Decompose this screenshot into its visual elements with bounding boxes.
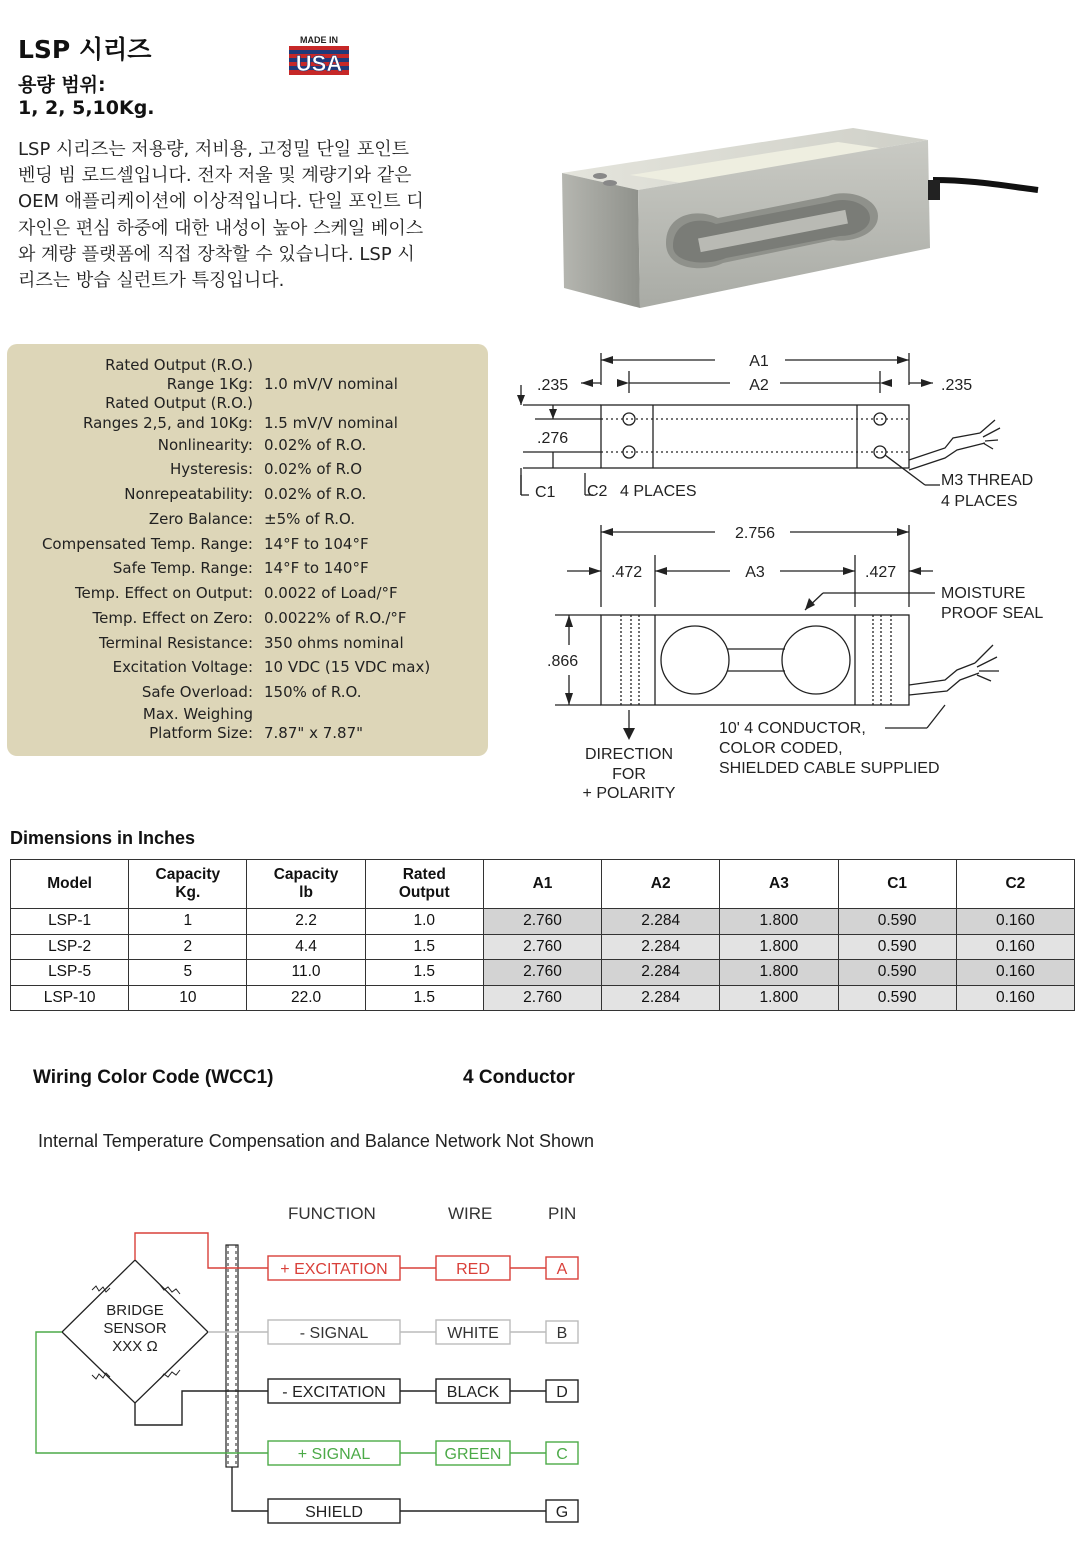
dim-c2: C2 [587, 483, 608, 500]
dim-a1-label: A1 [749, 353, 769, 370]
dimensions-heading: Dimensions in Inches [10, 828, 196, 848]
table-cell: 11.0 [247, 960, 365, 986]
col-header: A3 [720, 860, 838, 909]
spec-label: Zero Balance: [148, 510, 253, 528]
table-cell: 0.590 [838, 985, 956, 1011]
spec-label: Max. Weighing [142, 705, 253, 723]
dim-2756: 2.756 [734, 525, 776, 542]
table-cell: 2.760 [483, 934, 601, 960]
spec-value: 0.02% of R.O [264, 460, 363, 478]
direction-label-1: DIRECTION [585, 746, 673, 763]
table-header-row [11, 860, 1075, 909]
spec-value: 0.0022% of R.O./°F [264, 609, 407, 627]
wiring-title: Wiring Color Code (WCC1) [33, 1067, 274, 1088]
table-cell: 0.590 [838, 909, 956, 935]
col-header: Model [11, 860, 129, 909]
table-cell: 2.284 [602, 909, 720, 935]
spec-value: 150% of R.O. [264, 683, 362, 701]
col-function-label: FUNCTION [288, 1204, 376, 1223]
table-cell: 2.760 [483, 985, 601, 1011]
cable-label-3: SHIELDED CABLE SUPPLIED [719, 760, 940, 777]
table-cell: 2 [129, 934, 247, 960]
table-cell: LSP-1 [11, 909, 129, 935]
col-header: C2 [956, 860, 1074, 909]
table-cell: 2.2 [247, 909, 365, 935]
table-row [11, 960, 1075, 986]
table-cell: 2.284 [602, 934, 720, 960]
product-description: LSP 시리즈는 저용량, 저비용, 고정밀 단일 포인트 벤딩 빔 로드셀입니다. 전자 저울 및 계량기와 같은 OEM 애플리케이션에 이상적입니다. 단일 포인트 디자인은 편심 하중에 대한 내성이 높아 스케일 베이스와 계량 플랫폼에 직접 장착할 수 있습니다. LSP 시리즈는 방습 실런트가 특징입니다. [18, 139, 424, 292]
bridge-text-3: XXX Ω [112, 1338, 158, 1355]
col-header: C1 [838, 860, 956, 909]
spec-label: Safe Overload: [141, 683, 253, 701]
spec-value: 1.0 mV/V nominal [264, 375, 398, 393]
dimension-drawing [505, 345, 1075, 805]
spec-value: 350 ohms nominal [264, 634, 404, 652]
spec-value: 10 VDC (15 VDC max) [264, 658, 431, 676]
spec-label: Nonrepeatability: [124, 485, 253, 503]
spec-label: Temp. Effect on Output: [74, 584, 253, 602]
spec-value: 0.02% of R.O. [264, 485, 367, 503]
table-cell: 1.800 [720, 909, 838, 935]
pin-label: B [556, 1325, 568, 1342]
table-cell: 1 [129, 909, 247, 935]
col-header: Capacity Kg. [129, 860, 247, 909]
table-cell: 2.760 [483, 960, 601, 986]
spec-label: Excitation Voltage: [112, 658, 253, 676]
bridge-text-2: SENSOR [103, 1320, 167, 1337]
col-pin-label: PIN [548, 1204, 577, 1223]
made-in-usa-logo [288, 34, 350, 76]
proof-seal-label: PROOF SEAL [941, 605, 1044, 622]
table-cell: LSP-2 [11, 934, 129, 960]
col-wire-label: WIRE [448, 1204, 493, 1223]
dim-276: .276 [537, 430, 569, 447]
col-header: Capacity lb [247, 860, 365, 909]
table-cell: 0.160 [956, 909, 1074, 935]
spec-label: Platform Size: [149, 724, 253, 742]
spec-value: 0.02% of R.O. [264, 436, 367, 454]
table-cell: 10 [129, 985, 247, 1011]
specifications-panel [7, 344, 488, 756]
moisture-label: MOISTURE [941, 585, 1026, 602]
function-label: + SIGNAL [297, 1446, 371, 1463]
table-cell: LSP-5 [11, 960, 129, 986]
spec-label: Compensated Temp. Range: [41, 535, 253, 553]
dim-235-left: .235 [537, 377, 569, 394]
dim-c1: C1 [535, 484, 556, 501]
spec-value: 1.5 mV/V nominal [264, 414, 398, 432]
dim-235-right: .235 [941, 377, 973, 394]
table-cell: 1.5 [365, 934, 483, 960]
table-cell: 1.800 [720, 934, 838, 960]
spec-label: Terminal Resistance: [98, 634, 253, 652]
table-cell: 0.160 [956, 960, 1074, 986]
table-cell: 0.160 [956, 985, 1074, 1011]
direction-label-3: + POLARITY [582, 785, 676, 802]
spec-label: Ranges 2,5, and 10Kg: [82, 414, 253, 432]
spec-value: 14°F to 104°F [264, 535, 369, 553]
spec-value: 7.87" x 7.87" [264, 724, 364, 742]
col-header: A2 [602, 860, 720, 909]
function-label: + EXCITATION [280, 1261, 388, 1278]
table-cell: 1.5 [365, 960, 483, 986]
wire-label: WHITE [447, 1325, 499, 1342]
logo-usa-text: USA [295, 51, 343, 76]
spec-label: Rated Output (R.O.) [105, 394, 253, 412]
table-cell: 1.0 [365, 909, 483, 935]
pin-label: G [555, 1504, 569, 1521]
spec-label: Rated Output (R.O.) [105, 356, 253, 374]
table-cell: 2.284 [602, 985, 720, 1011]
conductor-count: 4 Conductor [463, 1067, 575, 1088]
spec-label: Range 1Kg: [166, 375, 253, 393]
spec-value: 14°F to 140°F [264, 559, 369, 577]
direction-label-2: FOR [612, 766, 646, 783]
table-cell: 2.760 [483, 909, 601, 935]
capacity-values: 1, 2, 5,10Kg. [18, 97, 155, 119]
dim-472: .472 [611, 564, 643, 581]
table-cell: 22.0 [247, 985, 365, 1011]
wiring-note: Internal Temperature Compensation and Balance Network Not Shown [38, 1131, 594, 1151]
dimensions-table [10, 859, 1075, 1011]
capacity-label: 용량 범위: [18, 74, 106, 96]
wire-label: GREEN [444, 1446, 502, 1463]
function-label: SHIELD [305, 1504, 363, 1521]
dim-866: .866 [547, 653, 579, 670]
wire-label: BLACK [446, 1384, 500, 1401]
table-cell: 1.800 [720, 985, 838, 1011]
col-header: A1 [483, 860, 601, 909]
pin-label: C [556, 1446, 568, 1463]
bridge-text-1: BRIDGE [106, 1302, 164, 1319]
table-row [11, 934, 1075, 960]
table-row [11, 985, 1075, 1011]
spec-label: Temp. Effect on Zero: [92, 609, 253, 627]
function-label: - SIGNAL [299, 1325, 369, 1342]
cable-label-1: 10' 4 CONDUCTOR, [719, 720, 866, 737]
spec-value: 0.0022 of Load/°F [264, 584, 398, 602]
dim-a2-label: A2 [749, 377, 769, 394]
table-cell: 0.590 [838, 960, 956, 986]
dim-427: .427 [865, 564, 897, 581]
table-row [11, 909, 1075, 935]
spec-value: ±5% of R.O. [264, 510, 355, 528]
m3-thread-label: M3 THREAD [941, 472, 1034, 489]
table-cell: 1.5 [365, 985, 483, 1011]
wiring-diagram [30, 1195, 590, 1535]
pin-label: A [556, 1261, 568, 1278]
page-title: LSP 시리즈 [18, 35, 152, 64]
col-header: Rated Output [365, 860, 483, 909]
wire-label: RED [456, 1261, 490, 1278]
spec-label: Safe Temp. Range: [112, 559, 253, 577]
dim-a3-label: A3 [745, 564, 765, 581]
spec-label: Nonlinearity: [157, 436, 253, 454]
table-cell: 0.590 [838, 934, 956, 960]
table-cell: 4.4 [247, 934, 365, 960]
table-cell: 1.800 [720, 960, 838, 986]
load-cell-photo [548, 118, 1048, 333]
table-cell: 5 [129, 960, 247, 986]
cable-label-2: COLOR CODED, [719, 740, 843, 757]
m3-places-label: 4 PLACES [941, 493, 1018, 510]
table-cell: 2.284 [602, 960, 720, 986]
pin-label: D [556, 1384, 568, 1401]
table-cell: 0.160 [956, 934, 1074, 960]
spec-label: Hysteresis: [170, 460, 253, 478]
table-cell: LSP-10 [11, 985, 129, 1011]
function-label: - EXCITATION [282, 1384, 386, 1401]
logo-made-in-text: MADE IN [300, 35, 338, 45]
dim-four-places: 4 PLACES [620, 483, 697, 500]
